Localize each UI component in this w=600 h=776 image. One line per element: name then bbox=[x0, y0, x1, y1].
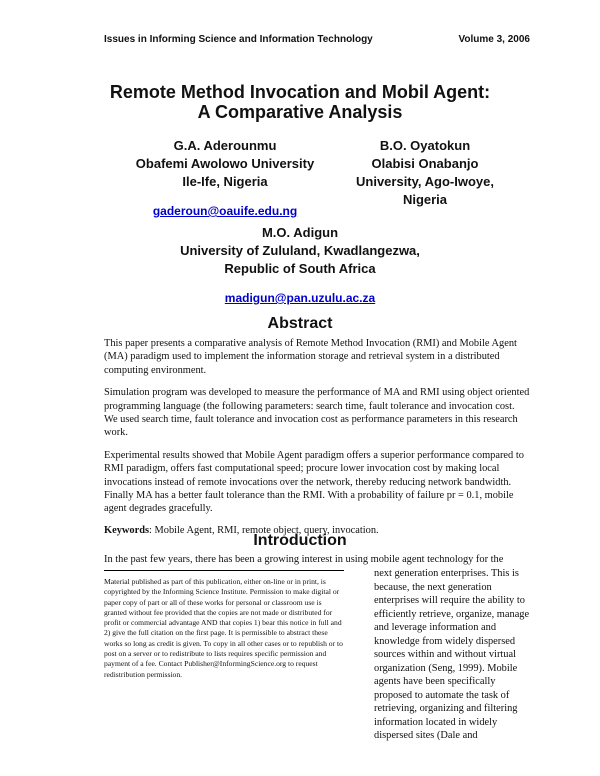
author-affiliation: Obafemi Awolowo University bbox=[135, 156, 315, 171]
abstract-paragraph: Experimental results showed that Mobile Agent paradigm offers a superior performance compared to RMI paradigm, offers fast computational speed; procure lower invocation cost by making local invocations instead of remote invocations over the network, thereby reducing network bandwidth. Finally MA has a better fault tolerance than the RMI. With a probability of failure pr = 0.1, mobile agent degrades gracefully. bbox=[104, 449, 524, 515]
title-line-1: Remote Method Invocation and Mobil Agent: bbox=[109, 82, 491, 102]
copyright-notice: Material published as part of this publication, either on-line or in print, is copyrighted by the Informing Science Institute. Permission to make digital or paper copy of part or all of these works for personal or classroom use is granted without fee provided that the copies are not made or distributed for profit or commercial advantage AND that copies 1) bear this notice in full and 2) give the full citation on the first page. It is permissible to abstract these works so long as credit is given. To copy in all other cases or to republish or to post on a server or to redistribute to lists requires specific permission and payment of a fee. Contact Publisher@InformingScience.org to request redistribution permission. bbox=[104, 570, 344, 743]
author-affiliation: Nigeria bbox=[402, 192, 448, 207]
paper-title bbox=[0, 82, 600, 122]
author-email-link[interactable]: madigun@pan.uzulu.ac.za bbox=[224, 291, 376, 305]
abstract-paragraph: Simulation program was developed to measure the performance of MA and RMI using object oriented programming language (the following parameters: search time, fault tolerance and invocation cost. We used search time, fault tolerance and invocation cost as performance parameters in this research work. bbox=[104, 387, 530, 439]
author-name: G.A. Aderounmu bbox=[173, 138, 277, 153]
author-block-3 bbox=[0, 224, 600, 307]
introduction-heading: Introduction bbox=[253, 532, 347, 549]
author-affiliation: University, Ago-Iwoye, bbox=[356, 174, 494, 189]
keywords-text: : Mobile Agent, RMI, remote object, query, invocation. bbox=[149, 524, 379, 536]
author-affiliation: Olabisi Onabanjo bbox=[371, 156, 479, 171]
abstract-heading: Abstract bbox=[267, 315, 333, 332]
running-header bbox=[104, 34, 530, 45]
author-affiliation: Ile-Ife, Nigeria bbox=[182, 174, 268, 189]
introduction-right-column: next generation enterprises. This is because, the next generation enterprises will require the ability to efficiently retrieve, organize, manage and leverage information and knowledge from widely dispersed sources within and without virtual organization (Seng, 1999). Mobile agents have been specifically proposed to automate the task of retrieving, organizing and filtering information located in widely dispersed sites (Dale and bbox=[374, 568, 530, 741]
keywords-label: Keywords bbox=[104, 524, 150, 536]
author-name: B.O. Oyatokun bbox=[379, 138, 471, 153]
abstract-paragraph: This paper presents a comparative analysis of Remote Method Invocation (RMI) and Mobile Agent (MA) paradigm used to implement the information storage and retrieval system in a distributed computing environment. bbox=[104, 338, 517, 376]
title-line-2: A Comparative Analysis bbox=[197, 102, 403, 122]
author-affiliation: Republic of South Africa bbox=[224, 261, 376, 276]
author-name: M.O. Adigun bbox=[261, 225, 339, 240]
author-email-link[interactable]: gaderoun@oauife.edu.ng bbox=[152, 204, 298, 218]
abstract-body bbox=[104, 337, 530, 546]
introduction-lead-line: In the past few years, there has been a growing interest in using mobile agent technology for the bbox=[104, 554, 504, 565]
author-affiliation: University of Zululand, Kwadlangezwa, bbox=[180, 243, 420, 258]
journal-name: Issues in Informing Science and Information Technology bbox=[104, 34, 373, 45]
author-block-2 bbox=[350, 137, 500, 209]
volume-label: Volume 3, 2006 bbox=[458, 34, 530, 45]
author-block-1 bbox=[100, 137, 350, 220]
